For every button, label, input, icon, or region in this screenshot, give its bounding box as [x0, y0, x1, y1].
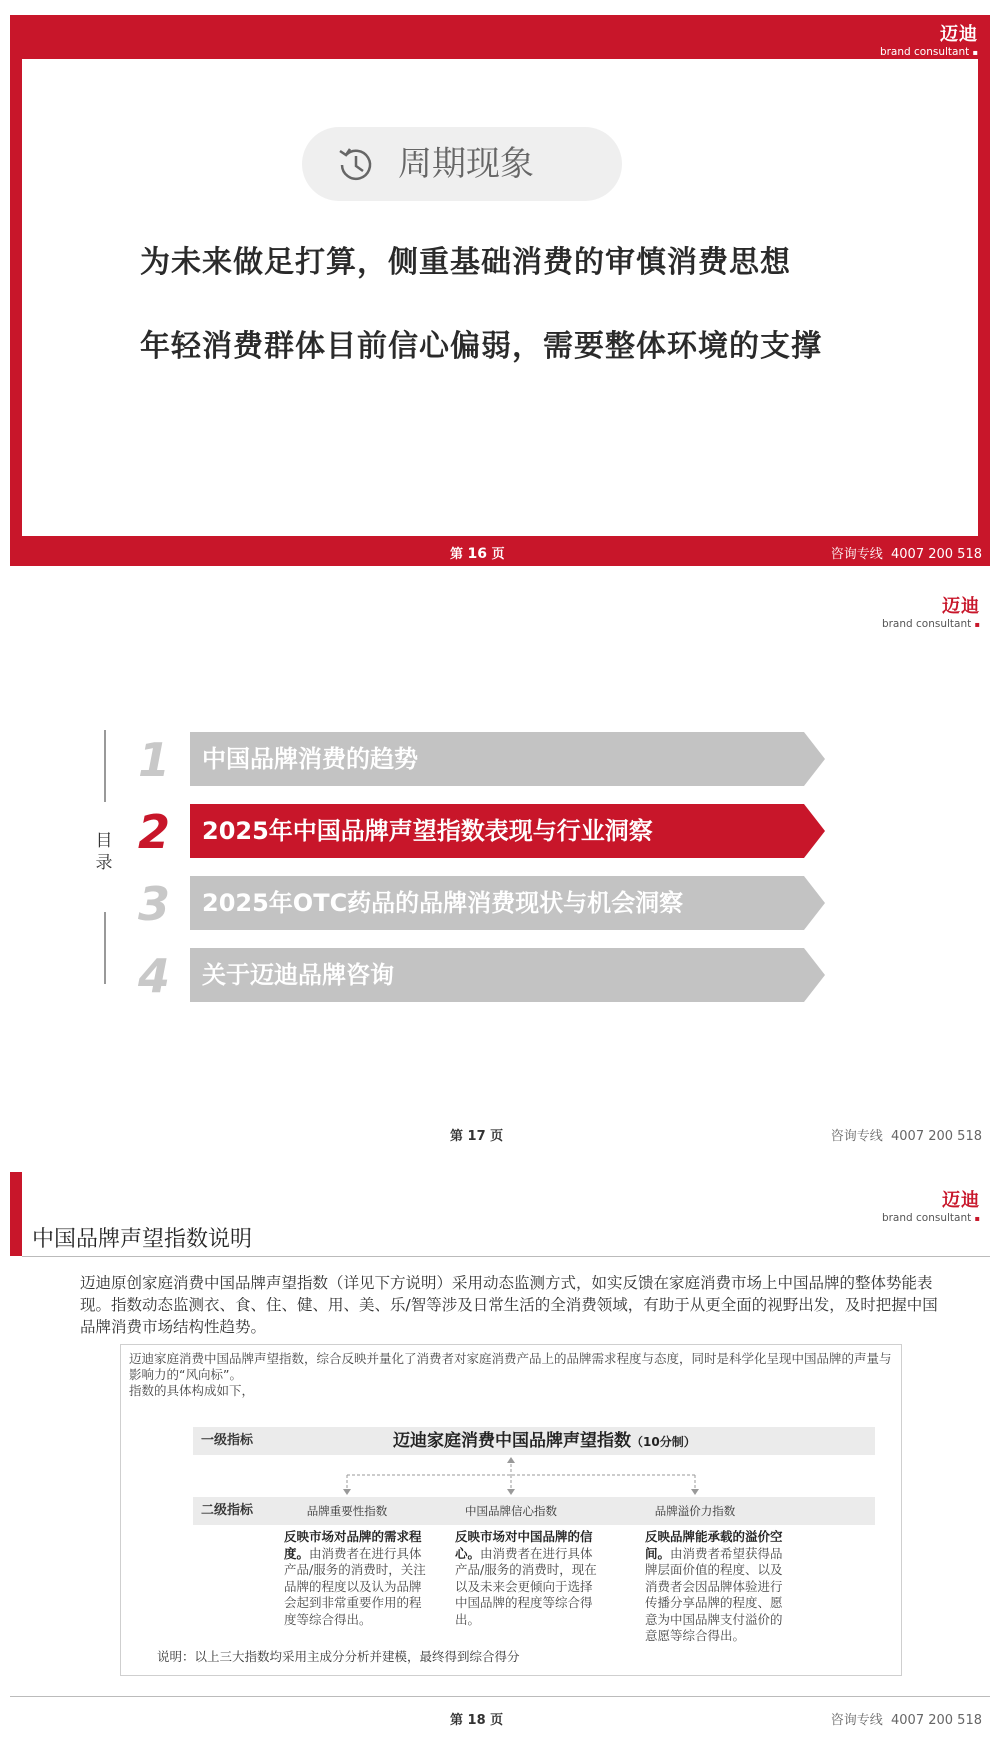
toc-label: 目录	[95, 831, 113, 873]
logo-cn: 迈迪	[942, 1190, 980, 1211]
toc-item-label: 中国品牌消费的趋势	[202, 745, 418, 773]
hotline: 咨询专线 4007 200 518	[830, 1713, 982, 1728]
footer-divider	[10, 1696, 990, 1697]
brand-logo	[882, 1186, 980, 1224]
main-index-title: 迈迪家庭消费中国品牌声望指数（10分制）	[393, 1431, 696, 1451]
title-accent-bar	[10, 1172, 22, 1256]
toc-item-3[interactable]	[190, 876, 825, 930]
page-number: 第 17 页	[450, 1129, 504, 1144]
level2-label: 二级指标	[201, 1503, 254, 1518]
clock-icon	[334, 143, 378, 187]
logo-mark-icon: ▪	[972, 48, 978, 57]
sub-index-1-name: 品牌重要性指数	[306, 1504, 388, 1518]
toc-number-3: 3	[137, 877, 170, 931]
brand-logo	[882, 592, 980, 630]
level1-label: 一级指标	[201, 1433, 254, 1448]
toc-divider-top	[104, 730, 106, 802]
section-badge-label: 周期现象	[398, 144, 534, 184]
panel-intro: 迈迪家庭消费中国品牌声望指数，综合反映并量化了消费者对家庭消费产品上的品牌需求程度与态度，同时是科学化呈现中国品牌的声量与影响力的“风向标”。 指数的具体构成如下，	[129, 1351, 892, 1398]
sub-index-1-desc: 反映市场对品牌的需求程度。由消费者在进行具体产品/服务的消费时，关注品牌的程度以及认为品牌会起到非常重要作用的程度等综合得出。	[284, 1529, 426, 1627]
logo-mark-icon: ▪	[974, 620, 980, 629]
sub-index-3-desc: 反映品牌能承载的溢价空间。由消费者希望获得品牌层面价值的程度、以及消费者会因品牌体验进行传播分享品牌的程度、愿意为中国品牌支付溢价的意愿等综合得出。	[645, 1529, 783, 1643]
slide-17	[0, 580, 1000, 1160]
logo-en: brand consultant	[879, 46, 970, 58]
slide-16	[10, 15, 990, 566]
intro-paragraph: 迈迪原创家庭消费中国品牌声望指数（详见下方说明）采用动态监测方式，如实反馈在家庭消费市场上中国品牌的整体势能表现。指数动态监测衣、食、住、健、用、美、乐/智等涉及日常生活的全消费领域，有助于从更全面的视野出发，及时把握中国品牌消费市场结构性趋势。	[80, 1274, 938, 1336]
index-structure-panel	[120, 1344, 902, 1676]
toc-divider-bottom	[104, 912, 106, 984]
toc-item-4[interactable]	[190, 948, 825, 1002]
method-note: 说明：以上三大指数均采用主成分分析并建模，最终得到综合得分	[157, 1649, 520, 1664]
toc-item-label: 关于迈迪品牌咨询	[202, 961, 394, 989]
toc-number-4: 4	[137, 949, 170, 1003]
slide-16-content	[22, 59, 978, 536]
headline-2: 年轻消费群体目前信心偏弱，需要整体环境的支撑	[140, 329, 822, 364]
logo-en: brand consultant	[881, 618, 972, 630]
sub-index-2-desc: 反映市场对中国品牌的信心。由消费者在进行具体产品/服务的消费时，现在以及未来会更倾向于选择中国品牌的程度等综合得出。	[455, 1529, 597, 1627]
toc-number-2: 2	[137, 805, 170, 859]
logo-cn: 迈迪	[940, 24, 978, 45]
logo-en: brand consultant	[881, 1212, 972, 1224]
hotline: 咨询专线 4007 200 518	[830, 1129, 982, 1144]
toc-item-label: 2025年OTC药品的品牌消费现状与机会洞察	[202, 889, 684, 917]
title-divider	[22, 1256, 990, 1257]
sub-index-3-name: 品牌溢价力指数	[654, 1504, 736, 1518]
section-badge	[302, 127, 622, 201]
logo-cn: 迈迪	[942, 596, 980, 617]
page-number: 第 16 页	[450, 546, 505, 562]
logo-mark-icon: ▪	[974, 1214, 980, 1223]
toc-item-2[interactable]	[190, 804, 825, 858]
page-title: 中国品牌声望指数说明	[32, 1227, 253, 1252]
page-number: 第 18 页	[450, 1713, 504, 1728]
toc-number-1: 1	[137, 733, 170, 787]
hotline: 咨询专线 4007 200 518	[830, 547, 982, 562]
hierarchy-connector	[121, 1455, 901, 1497]
slide-18	[0, 1172, 1000, 1743]
headline-1: 为未来做足打算，侧重基础消费的审慎消费思想	[140, 245, 791, 280]
brand-logo	[880, 20, 978, 58]
toc-item-label: 2025年中国品牌声望指数表现与行业洞察	[202, 817, 653, 845]
sub-index-2-name: 中国品牌信心指数	[465, 1504, 557, 1518]
toc-item-1[interactable]	[190, 732, 825, 786]
